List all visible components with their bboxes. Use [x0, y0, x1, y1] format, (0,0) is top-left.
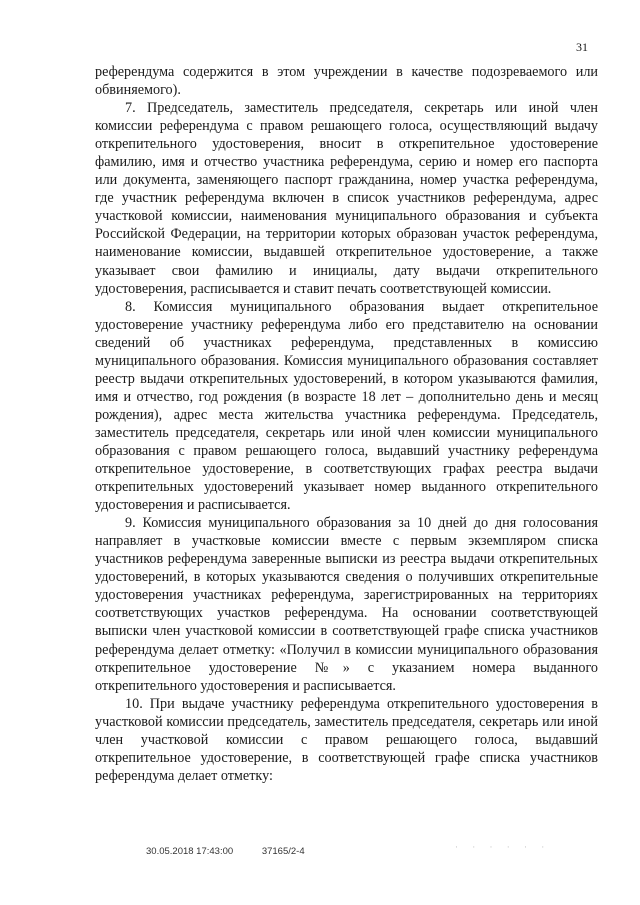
document-body	[95, 63, 598, 785]
paragraph-continuation: референдума содержится в этом учреждении в качестве подозреваемого или обвиняемого).	[95, 64, 598, 99]
footer-timestamp: 30.05.2018 17:43:00	[146, 846, 234, 857]
paragraph-7: 7. Председатель, заместитель председателя, секретарь или иной член комиссии референдума с правом решающего голоса, осуществляющий выдачу открепительного удостоверения, вносит в открепительное удостоверение фамилию, имя и отчество участника референдума, серию и номер его паспорта или документа, заменяющего паспорт гражданина, номер участка референдума, где участник референдума включен в список участников референдума, адрес участковой комиссии, наименования муниципального образования и субъекта Российской Федерации, на территории которых образован участок референдума, наименование комиссии, выдавшей открепительное удостоверение, а также указывает свои фамилию и инициалы, дату выдачи открепительного удостоверения, расписывается и ставит печать соответствующей комиссии.	[95, 100, 598, 297]
paragraph-8: 8. Комиссия муниципального образования выдает открепительное удостоверение участнику референдума либо его представителю на основании сведений об участниках референдума, представленных в комиссию муниципального образования. Комиссия муниципального образования составляет реестр выдачи открепительных удостоверений, в котором указываются фамилия, имя и отчество, год рождения (в возрасте 18 лет – дополнительно день и месяц рождения), адрес места жительства участника референдума. Председатель, заместитель председателя, секретарь или иной член комиссии муниципального образования с правом решающего голоса, выдавший участнику референдума открепительное удостоверение, в соответствующих графах реестра выдачи открепительных удостоверений указывает номер выданного открепительного удостоверения и расписывается.	[95, 298, 598, 514]
footer-doc-ref: 37165/2-4	[261, 846, 305, 857]
scan-marks: · · · · · ·	[455, 842, 551, 852]
page-number: 31	[576, 40, 588, 54]
paragraph-9: 9. Комиссия муниципального образования за 10 дней до дня голосования направляет в участковые комиссии вместе с первым экземпляром списка участников референдума заверенные выписки из реестра выдачи открепительных удостоверений, в которых указываются сведения о получивших открепительные удостоверения участниках референдума, зарегистрированных на территориях соответствующих участков референдума. На основании соответствующей выписки член участковой комиссии в соответствующей графе списка участников референдума делает отметку: «Получил в комиссии муниципального образования открепительное удостоверение №» с указанием номера выданного открепительного удостоверения и расписывается.	[95, 515, 598, 694]
footer	[146, 846, 305, 857]
paragraph-10: 10. При выдаче участнику референдума открепительного удостоверения в участковой комиссии председатель, заместитель председателя, секретарь или иной член участковой комиссии с правом решающего голоса, выдавший открепительное удостоверение, в соответствующей графе списка участников референдума делает отметку:	[95, 695, 598, 784]
